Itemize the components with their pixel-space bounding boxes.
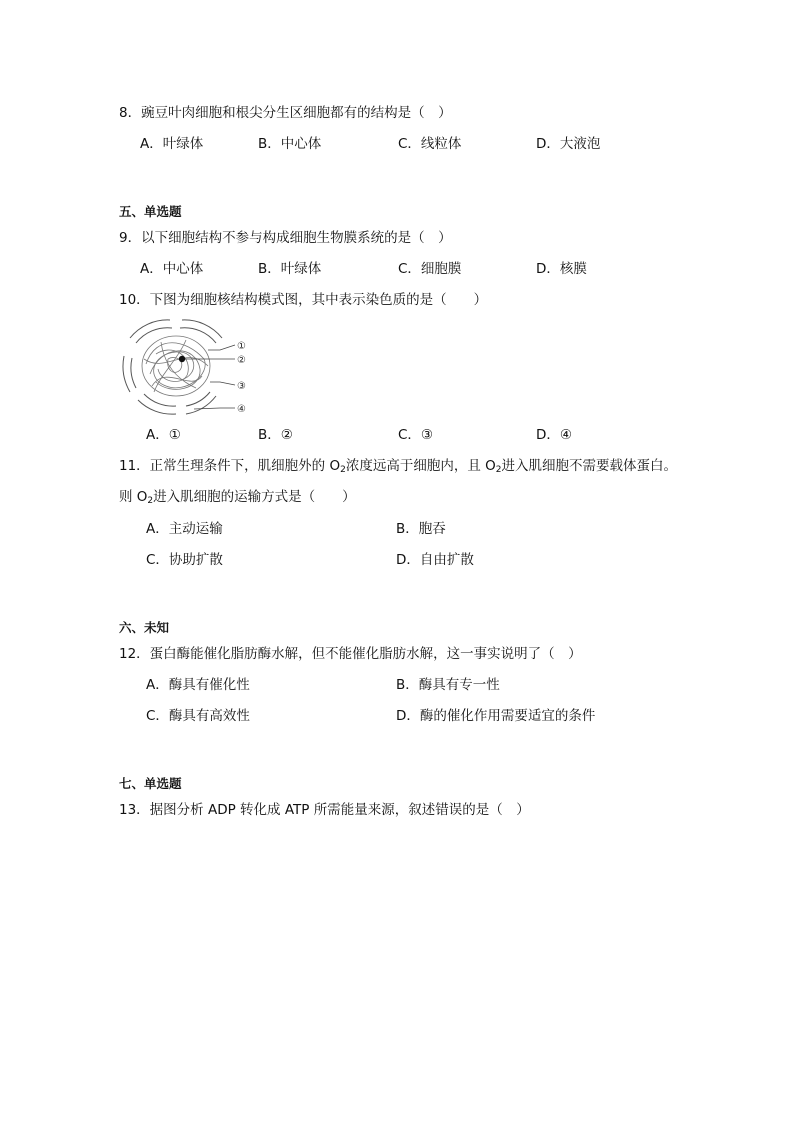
- question-8-option-a[interactable]: A．叶绿体: [140, 136, 204, 152]
- question-12-option-c[interactable]: C．酶具有高效性: [146, 708, 250, 724]
- question-11-stem-line-2: 则 $O_2$进入肌细胞的运输方式是（ ）: [119, 489, 356, 506]
- question-11-option-d[interactable]: D．自由扩散: [396, 552, 474, 568]
- question-11-option-b[interactable]: B．胞吞: [396, 521, 446, 537]
- question-11-option-a[interactable]: A．主动运输: [146, 521, 223, 537]
- question-11-stem-line-1: 11．正常生理条件下，肌细胞外的 $O_2$浓度远高于细胞内，且 $O_2$进入肌细胞不需要载体蛋白。: [119, 458, 677, 475]
- question-13-stem: 13．据图分析 ADP 转化成 ATP 所需能量来源，叙述错误的是（ ）: [119, 802, 530, 818]
- nucleus-structure-diagram: [116, 314, 261, 424]
- section-title-5: 五、单选题: [119, 204, 182, 219]
- question-10-option-c[interactable]: C．③: [398, 427, 434, 443]
- question-12-option-a[interactable]: A．酶具有催化性: [146, 677, 250, 693]
- question-9-option-a[interactable]: A．中心体: [140, 261, 204, 277]
- question-11-option-c[interactable]: C．协助扩散: [146, 552, 223, 568]
- question-9-stem: 9．以下细胞结构不参与构成细胞生物膜系统的是（ ）: [119, 230, 452, 246]
- question-8-option-c[interactable]: C．线粒体: [398, 136, 462, 152]
- question-10-option-b[interactable]: B．②: [258, 427, 293, 443]
- question-10-option-d[interactable]: D．④: [536, 427, 572, 443]
- diagram-label-4: ④: [237, 404, 246, 415]
- diagram-label-2: ②: [237, 355, 246, 366]
- question-10-option-a[interactable]: A．①: [146, 427, 181, 443]
- question-9-option-b[interactable]: B．叶绿体: [258, 261, 322, 277]
- question-12-option-d[interactable]: D．酶的催化作用需要适宜的条件: [396, 708, 596, 724]
- question-8-stem: 8．豌豆叶肉细胞和根尖分生区细胞都有的结构是（ ）: [119, 105, 452, 121]
- question-10-stem: 10．下图为细胞核结构模式图，其中表示染色质的是（ ）: [119, 292, 488, 308]
- question-12-option-b[interactable]: B．酶具有专一性: [396, 677, 500, 693]
- question-9-option-d[interactable]: D．核膜: [536, 261, 587, 277]
- diagram-label-1: ①: [237, 341, 246, 352]
- diagram-label-3: ③: [237, 381, 246, 392]
- question-9-option-c[interactable]: C．细胞膜: [398, 261, 462, 277]
- question-8-option-b[interactable]: B．中心体: [258, 136, 322, 152]
- question-8-option-d[interactable]: D．大液泡: [536, 136, 601, 152]
- section-title-7: 七、单选题: [119, 776, 182, 791]
- section-title-6: 六、未知: [119, 620, 170, 635]
- question-12-stem: 12．蛋白酶能催化脂肪酶水解，但不能催化脂肪水解，这一事实说明了（ ）: [119, 646, 582, 662]
